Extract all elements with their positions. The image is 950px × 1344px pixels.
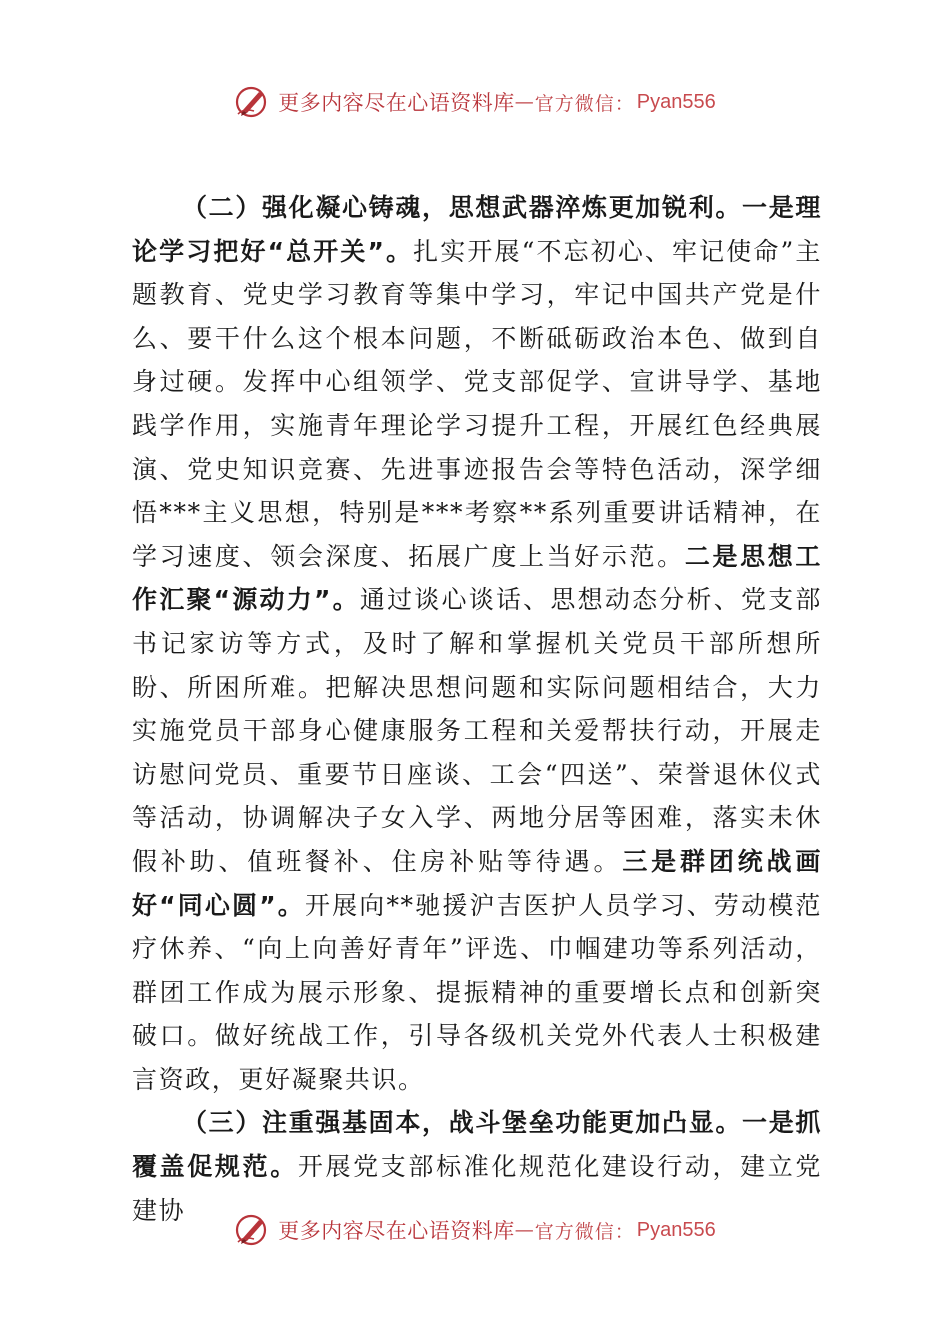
watermark-dash: — <box>514 91 535 113</box>
pen-seal-icon <box>234 1212 270 1248</box>
watermark-sub-text: 官方微信： <box>534 92 635 115</box>
pen-seal-icon <box>234 84 270 120</box>
subheading-thought-work: 二是思想工作汇聚“源动力”。 <box>132 541 822 615</box>
watermark-wechat-id: Pyan556 <box>636 1218 716 1241</box>
footer-watermark-banner <box>0 1208 950 1252</box>
body-text: 扎实开展“不忘初心、牢记使命”主题教育、党史学习教育等集中学习，牢记中国共产党是什么、要干什么这个根本问题，不断砥砺政治本色、做到自身过硬。发挥中心组领学、党支部促学、宣讲导学、基地践学作用，实施青年理论学习提升工程，开展红色经典展演、党史知识竞赛、先进事迹报告会等特色活动，深学细悟***主义思想，特别是***考察**系列重要讲话精神，在学习速度、领会深度、拓展广度上当好示范。 <box>132 236 822 571</box>
heading-section-two: （二）强化凝心铸魂，思想武器淬炼更加锐利。一是理论学习把好“总开关”。 <box>132 193 822 266</box>
header-watermark-banner <box>0 80 950 124</box>
body-text: 开展向**驰援沪吉医护人员学习、劳动模范疗休养、“向上向善好青年”评选、巾帼建功等系列活动，群团工作成为展示形象、提振精神的重要增长点和创新突破口。做好统战工作，引导各级机关党外代表人士积极建言资政，更好凝聚共识。 <box>132 890 822 1094</box>
watermark-main-text: 更多内容尽在心语资料库 <box>278 1219 515 1243</box>
watermark-sub-text: 官方微信： <box>534 1220 635 1243</box>
watermark-dash: — <box>514 1219 535 1241</box>
paragraph-section-two <box>132 186 822 1101</box>
body-text: 开展党支部标准化规范化建设行动，建立党建协 <box>132 1152 822 1225</box>
body-text: 通过谈心谈话、思想动态分析、党支部书记家访等方式，及时了解和掌握机关党员干部所想所盼、所困所难。把解决思想问题和实际问题相结合，大力实施党员干部身心健康服务工程和关爱帮扶行动，开展走访慰问党员、重要节日座谈、工会“四送”、荣誉退休仪式等活动，协调解决子女入学、两地分居等困难，落实未休假补助、值班餐补、住房补贴等待遇。 <box>132 585 823 876</box>
watermark-wechat-id: Pyan556 <box>636 90 716 113</box>
document-body <box>132 186 822 1232</box>
subheading-united-front: 三是群团统战画好“同心圆”。 <box>132 846 823 920</box>
watermark-main-text: 更多内容尽在心语资料库 <box>278 91 515 115</box>
heading-section-three: （三）注重强基固本，战斗堡垒功能更加凸显。一是抓覆盖促规范。 <box>132 1108 822 1182</box>
